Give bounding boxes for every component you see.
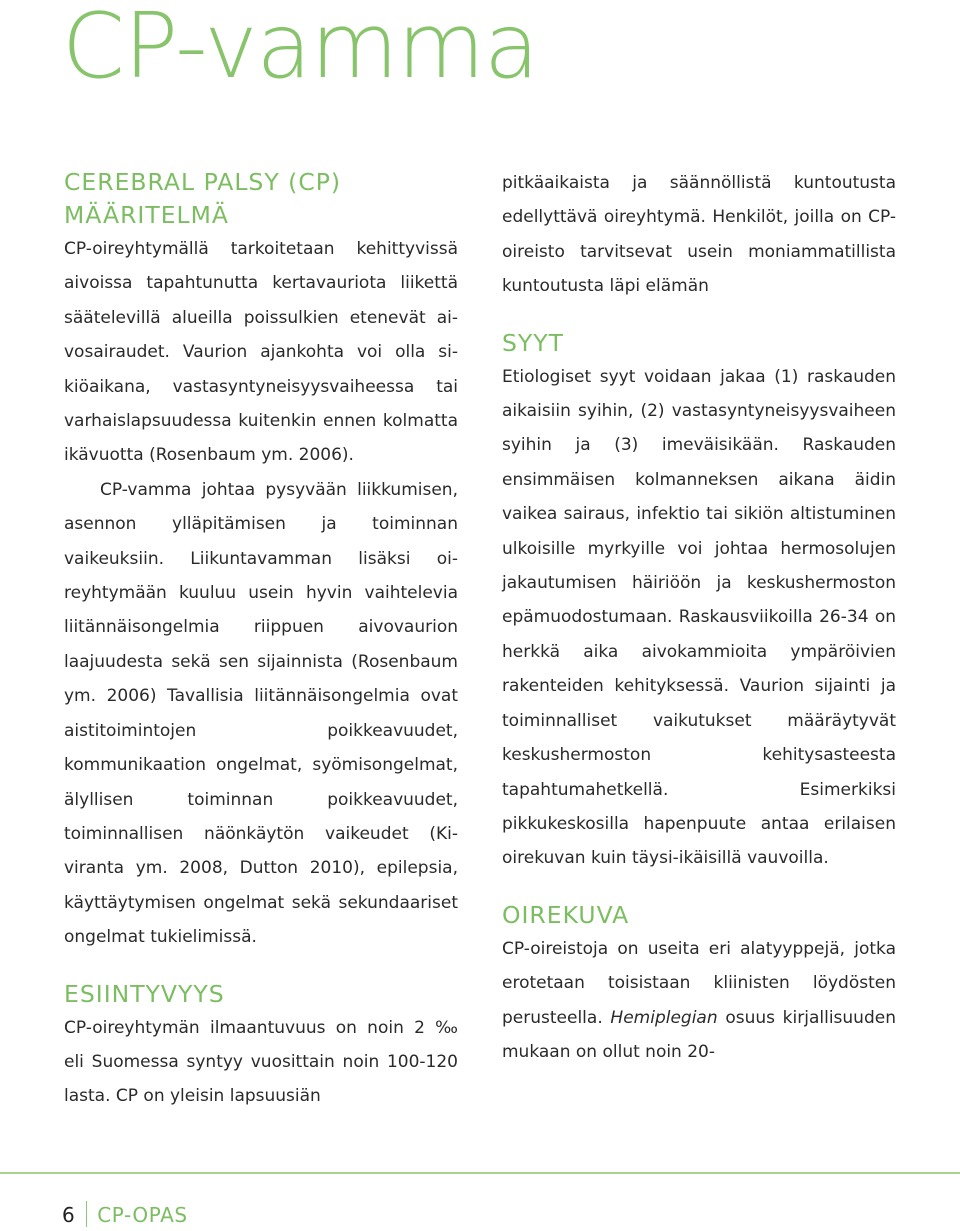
page-title: CP-vamma bbox=[62, 0, 539, 99]
page-footer bbox=[62, 1199, 188, 1231]
symptoms-italic-term: Hemiplegian bbox=[610, 1007, 718, 1028]
section-heading-causes: SYYT bbox=[502, 328, 564, 357]
section-heading-symptoms: OIREKUVA bbox=[502, 900, 630, 929]
right-column bbox=[502, 166, 896, 1069]
section-heading-definition bbox=[64, 166, 458, 232]
continuation-paragraph: pitkäaikaista ja säännöllistä kuntoutusta edellyttävä oireyhtymä. Henkilöt, joilla on CP-oireisto tarvitsevat usein moniammatillista kuntoutusta läpi elämän bbox=[502, 173, 896, 297]
definition-paragraph-1: CP-oireyhtymällä tarkoitetaan kehittyvissä aivoissa tapahtunutta kertavauriota liikettä säätelevillä alueilla poissulkien etenevät aivosairaudet. Vaurion ajankohta voi olla sikiöaikana, vastasyntyneisyysvaiheessa tai varhaislapsuudessa kuitenkin ennen kolmatta ikävuotta (Rosenbaum ym. 2006). bbox=[64, 239, 458, 466]
symptoms-text-end: osuus kirjallisuuden mukaan on ollut noin 20- bbox=[502, 1007, 896, 1062]
symptoms-text-start: CP-oireistoja on useita eri alatyyppejä, jotka erotetaan toisistaan kliinisten löydösten perusteella. bbox=[502, 938, 896, 1028]
heading-line-2: MÄÄRITELMÄ bbox=[64, 201, 229, 229]
footer-separator bbox=[86, 1201, 88, 1227]
prevalence-paragraph: CP-oireyhtymän ilmaantuvuus on noin 2 ‰ eli Suomessa syntyy vuosittain noin 100-120 lasta. CP on yleisin lapsuusiän bbox=[64, 1017, 458, 1107]
definition-paragraph-2: CP-vamma johtaa pysyvään liikkumisen, asennon ylläpitämisen ja toiminnan vaikeuksiin. Liikuntavamman lisäksi oireyhtymään kuuluu usein hyvin vaihtelevia liitännäisongelmia riippuen aivovaurion laajuudesta sekä sen sijainnista (Rosenbaum ym. 2006) Tavallisia liitännäisongelmia ovat aistitoimintojen poikkeavuudet, kommunikaation ongelmat, syömisongelmat, älyllisen toiminnan poikkeavuudet, toiminnallisen näönkäytön vaikeudet (Kiviranta ym. 2008, Dutton 2010), epilepsia, käyttäytymisen ongelmat sekä sekundaariset ongelmat tukielimissä. bbox=[64, 479, 458, 948]
symptoms-paragraph bbox=[502, 932, 896, 1070]
page-number: 6 bbox=[62, 1203, 75, 1227]
publication-name: CP-OPAS bbox=[97, 1203, 188, 1227]
section-heading-prevalence: ESIINTYVYYS bbox=[64, 979, 225, 1008]
heading-line-1: CEREBRAL PALSY (CP) bbox=[64, 168, 342, 196]
left-column bbox=[64, 166, 458, 1114]
footer-divider bbox=[0, 1172, 960, 1174]
causes-paragraph: Etiologiset syyt voidaan jakaa (1) raskauden aikaisiin syihin, (2) vastasyntyneisyysvaiheen syihin ja (3) imeväisikään. Raskauden ensimmäisen kolmanneksen aikana äidin vaikea sairaus, infektio tai sikiön altistuminen ulkoisille myrkyille voi johtaa hermosolujen jakautumisen häiriöön ja keskushermoston epämuodostumaan. Raskausviikoilla 26-34 on herkkä aika aivokammioita ympäröivien rakenteiden kehityksessä. Vaurion sijainti ja toiminnalliset vaikutukset määräytyvät keskushermoston kehitysasteesta tapahtumahetkellä. Esimerkiksi pikkukeskosilla hapenpuute antaa erilaisen oirekuvan kuin täysi-ikäisillä vauvoilla. bbox=[502, 366, 896, 869]
